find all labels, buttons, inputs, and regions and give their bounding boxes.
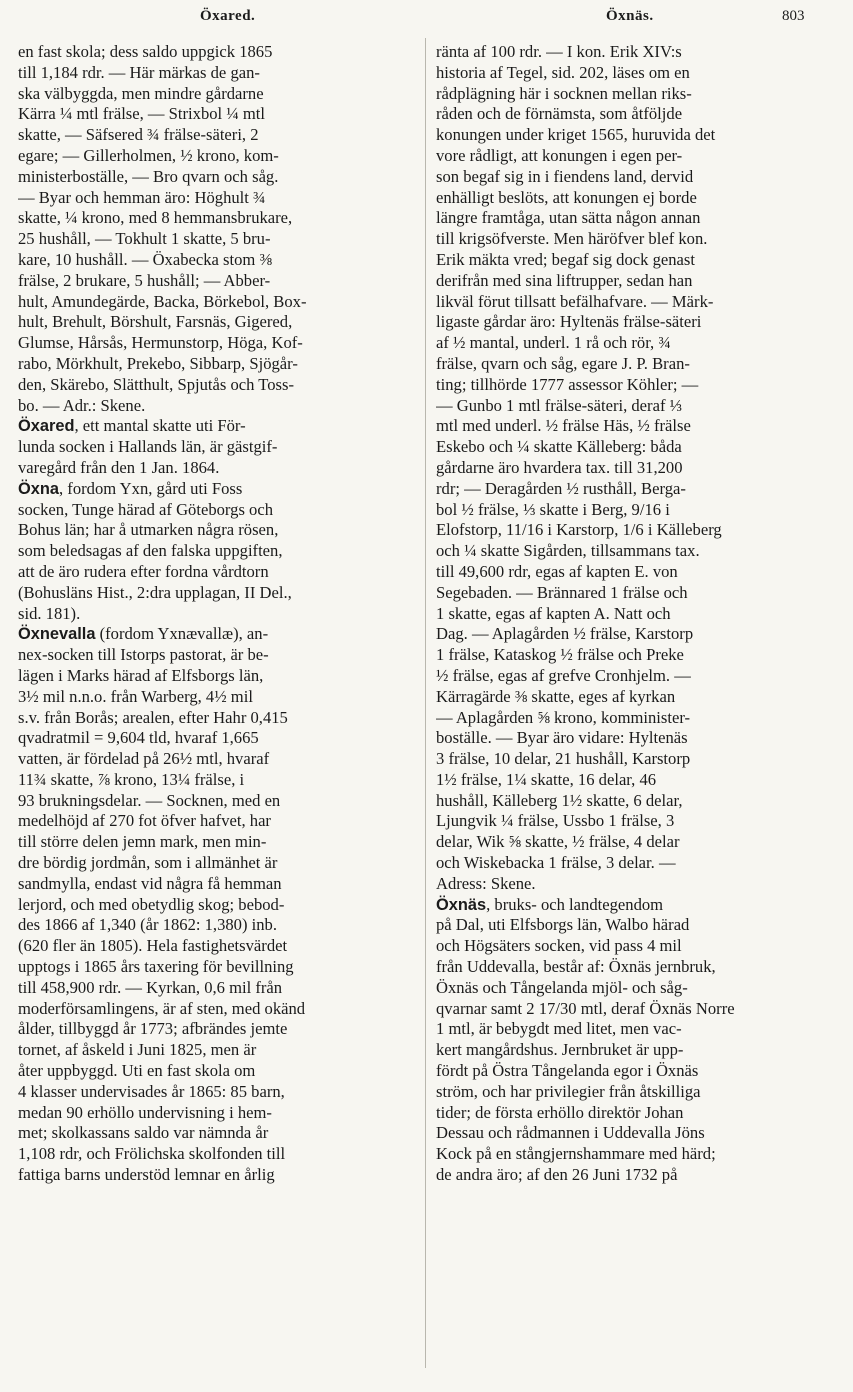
text-line: historia af Tegel, sid. 202, läses om en [436, 62, 690, 82]
text-line: son begaf sig in i fiendens land, dervid [436, 166, 694, 186]
entry-headword: Öxnevalla [18, 625, 96, 644]
text-line: vore rådligt, att konungen i egen per- [436, 145, 683, 165]
text-line: 93 brukningsdelar. — Socknen, med en [18, 790, 281, 810]
text-line: — Gunbo 1 mtl frälse-säteri, deraf ⅓ [436, 395, 683, 415]
text-line: (Bohusläns Hist., 2:dra upplagan, II Del., [18, 582, 292, 602]
text-line: Dessau och rådmannen i Uddevalla Jöns [436, 1123, 705, 1143]
text-line: 4 klasser undervisades år 1865: 85 barn, [18, 1081, 285, 1101]
text-line: 11¾ skatte, ⅞ krono, 13¼ frälse, i [18, 769, 245, 789]
text-line: ränta af 100 rdr. — I kon. Erik XIV:s [436, 42, 682, 61]
text-line: längre framtåga, utan sätta någon annan [436, 208, 701, 228]
right-text-column [436, 42, 838, 1186]
text-line: 1½ frälse, 1¼ skatte, 16 delar, 46 [436, 769, 657, 789]
text-line: Öxnäs, bruks- och landtegendom [436, 894, 664, 914]
text-line: sandmylla, endast vid några få hemman [18, 873, 282, 893]
text-line: met; skolkassans saldo var nämnda år [18, 1123, 269, 1143]
text-line: en fast skola; dess saldo uppgick 1865 [18, 42, 273, 61]
text-line: ska välbyggda, men mindre gårdarne [18, 83, 264, 103]
text-line: likväl förut tillsatt befälhafvare. — Märk- [436, 291, 714, 311]
text-line: Kärragärde ⅜ skatte, eges af kyrkan [436, 686, 676, 706]
text-line: åter uppbyggd. Uti en fast skola om [18, 1061, 256, 1081]
text-line: hushåll, Källeberg 1½ skatte, 6 delar, [436, 790, 683, 810]
text-line: nex-socken till Istorps pastorat, är be- [18, 645, 269, 665]
text-line: (620 fler än 1805). Hela fastighetsvärdet [18, 936, 288, 956]
text-line: kert mangårdshus. Jernbruket är upp- [436, 1040, 684, 1060]
text-line: frälse, 2 brukare, 5 hushåll; — Abber- [18, 270, 271, 290]
text-line: Dag. — Aplagården ½ frälse, Karstorp [436, 624, 694, 644]
text-line: tider; de första erhöllo direktör Johan [436, 1102, 684, 1122]
text-line: Öxared, ett mantal skatte uti För- [18, 416, 246, 436]
text-line: Kock på en stångjernshammare med härd; [436, 1144, 716, 1164]
text-line: ålder, tillbyggd år 1773; afbrändes jemte [18, 1019, 288, 1039]
text-line: lunda socken i Hallands län, är gästgif- [18, 437, 278, 457]
text-line: rabo, Mörkhult, Prekebo, Sibbarp, Sjögår- [18, 353, 298, 373]
entry-headword: Öxnäs [436, 895, 487, 914]
header-left-title: Öxared. [200, 8, 256, 24]
text-line: på Dal, uti Elfsborgs län, Walbo härad [436, 915, 690, 935]
text-line: qvarnar samt 2 17/30 mtl, deraf Öxnäs Norre [436, 998, 735, 1018]
running-header [0, 8, 853, 34]
text-line: hult, Amundegärde, Backa, Börkebol, Box- [18, 291, 307, 311]
text-line: enhälligt beslöts, att konungen ej borde [436, 187, 697, 207]
text-line: lerjord, och med obetydlig skog; bebod- [18, 894, 285, 914]
text-line: sid. 181). [18, 603, 81, 623]
text-line: och Högsäters socken, vid pass 4 mil [436, 936, 682, 956]
text-line: ström, och har privilegier från åtskilliga [436, 1081, 701, 1101]
text-line: de andra äro; af den 26 Juni 1732 på [436, 1165, 678, 1185]
text-line: Kärra ¼ mtl frälse, — Strixbol ¼ mtl [18, 104, 266, 124]
text-line: Adress: Skene. [436, 873, 536, 893]
text-line: ting; tillhörde 1777 assessor Köhler; — [436, 374, 699, 394]
text-line: den, Skärebo, Slätthult, Spjutås och Toss- [18, 374, 295, 394]
text-line: Eskebo och ¼ skatte Källeberg: båda [436, 437, 682, 457]
text-line: och ¼ skatte Sigården, tillsammans tax. [436, 541, 700, 561]
left-text-column [18, 42, 408, 1186]
text-line: qvadratmil = 9,604 tld, hvaraf 1,665 [18, 728, 259, 748]
text-line: s.v. från Borås; arealen, efter Hahr 0,415 [18, 707, 288, 727]
text-line: Öxnäs och Tångelanda mjöl- och såg- [436, 977, 688, 997]
text-line: derifrån med sina liftrupper, sedan han [436, 270, 693, 290]
text-line: Segebaden. — Brännared 1 frälse och [436, 582, 688, 602]
text-line: 3 frälse, 10 delar, 21 hushåll, Karstorp [436, 749, 691, 769]
text-line: dre bördig jordmån, som i allmänhet är [18, 853, 278, 873]
text-line: tornet, af åskeld i Juni 1825, men är [18, 1040, 257, 1060]
text-line: rdr; — Deragården ½ rusthåll, Berga- [436, 478, 686, 498]
text-line: att de äro rudera efter fordna vårdtorn [18, 561, 269, 581]
text-line: egare; — Gillerholmen, ½ krono, kom- [18, 145, 279, 165]
text-line: upptogs i 1865 års taxering för bevillning [18, 957, 294, 977]
text-line: — Byar och hemman äro: Höghult ¾ [18, 187, 266, 207]
text-line: fördt på Östra Tångelanda egor i Öxnäs [436, 1061, 699, 1081]
header-right-title: Öxnäs. [606, 8, 654, 24]
text-line: 3½ mil n.n.o. från Warberg, 4½ mil [18, 686, 253, 706]
page-number: 803 [782, 8, 805, 24]
text-line: Öxna, fordom Yxn, gård uti Foss [18, 478, 243, 498]
text-line: till 1,184 rdr. — Här märkas de gan- [18, 62, 260, 82]
text-line: moderförsamlingens, är af sten, med okänd [18, 998, 306, 1018]
text-line: till krigsöfverste. Men häröfver blef kon. [436, 229, 708, 249]
text-line: bo. — Adr.: Skene. [18, 395, 146, 415]
text-line: mtl med underl. ½ frälse Häs, ½ frälse [436, 416, 691, 436]
text-line: af ½ mantal, underl. 1 rå och rör, ¾ [436, 333, 671, 353]
text-line: bol ½ frälse, ⅓ skatte i Berg, 9/16 i [436, 499, 670, 519]
text-line: skatte, — Säfsered ¾ frälse-säteri, 2 [18, 125, 259, 145]
text-line: till 458,900 rdr. — Kyrkan, 0,6 mil från [18, 977, 283, 997]
text-line: medan 90 erhöllo undervisning i hem- [18, 1102, 272, 1122]
text-line: delar, Wik ⅝ skatte, ½ frälse, 4 delar [436, 832, 680, 852]
text-line: des 1866 af 1,340 (år 1862: 1,380) inb. [18, 915, 278, 935]
text-line: Ljungvik ¼ frälse, Ussbo 1 frälse, 3 [436, 811, 675, 831]
text-line: till 49,600 rdr, egas af kapten E. von [436, 561, 678, 581]
text-line: 25 hushåll, — Tokhult 1 skatte, 5 bru- [18, 229, 271, 249]
text-line: lägen i Marks härad af Elfsborgs län, [18, 665, 264, 685]
text-line: hult, Brehult, Börshult, Farsnäs, Gigered, [18, 312, 293, 332]
text-line: Erik mäkta vred; begaf sig dock genast [436, 249, 695, 269]
text-line: rådplägning här i socknen mellan riks- [436, 83, 692, 103]
text-line: ½ frälse, egas af grefve Cronhjelm. — [436, 665, 691, 685]
column-divider [425, 38, 426, 1368]
text-line: från Uddevalla, består af: Öxnäs jernbruk, [436, 957, 716, 977]
text-line: 1 frälse, Kataskog ½ frälse och Preke [436, 645, 684, 665]
text-line: skatte, ¼ krono, med 8 hemmansbrukare, [18, 208, 293, 228]
text-line: som beledsagas af den falska uppgiften, [18, 541, 283, 561]
text-line: vatten, är fördelad på 26½ mtl, hvaraf [18, 749, 270, 769]
text-line: råden och de förnämsta, som åtföljde [436, 104, 683, 124]
text-line: ligaste gårdar äro: Hyltenäs frälse-säteri [436, 312, 702, 332]
text-line: — Aplagården ⅝ krono, komminister- [436, 707, 691, 727]
text-line: varegård från den 1 Jan. 1864. [18, 457, 220, 477]
text-line: 1,108 rdr, och Frölichska skolfonden till [18, 1144, 286, 1164]
text-line: 1 mtl, är bebygdt med litet, men vac- [436, 1019, 682, 1039]
text-line: gårdarne äro hvardera tax. till 31,200 [436, 457, 683, 477]
text-line: kare, 10 hushåll. — Öxabecka stom ⅜ [18, 249, 272, 269]
text-line: Elofstorp, 11/16 i Karstorp, 1/6 i Källeberg [436, 520, 722, 540]
entry-headword: Öxna [18, 479, 59, 498]
text-line: 1 skatte, egas af kapten A. Natt och [436, 603, 671, 623]
entry-headword: Öxared [18, 417, 75, 436]
text-line: frälse, qvarn och såg, egare J. P. Bran- [436, 353, 690, 373]
text-line: medelhöjd af 270 fot öfver hafvet, har [18, 811, 271, 831]
text-line: och Wiskebacka 1 frälse, 3 delar. — [436, 853, 676, 873]
text-line: socken, Tunge härad af Göteborgs och [18, 499, 274, 519]
text-line: till större delen jemn mark, men min- [18, 832, 267, 852]
text-line: konungen under kriget 1565, huruvida det [436, 125, 716, 145]
text-line: Bohus län; har å utmarken några rösen, [18, 520, 279, 540]
text-line: boställe. — Byar äro vidare: Hyltenäs [436, 728, 688, 748]
text-line: Öxnevalla (fordom Yxnævallæ), an- [18, 624, 269, 644]
text-line: fattiga barns understöd lemnar en årlig [18, 1165, 275, 1185]
text-line: ministerboställe, — Bro qvarn och såg. [18, 166, 279, 186]
text-line: Glumse, Hårsås, Hermunstorp, Höga, Kof- [18, 333, 303, 353]
